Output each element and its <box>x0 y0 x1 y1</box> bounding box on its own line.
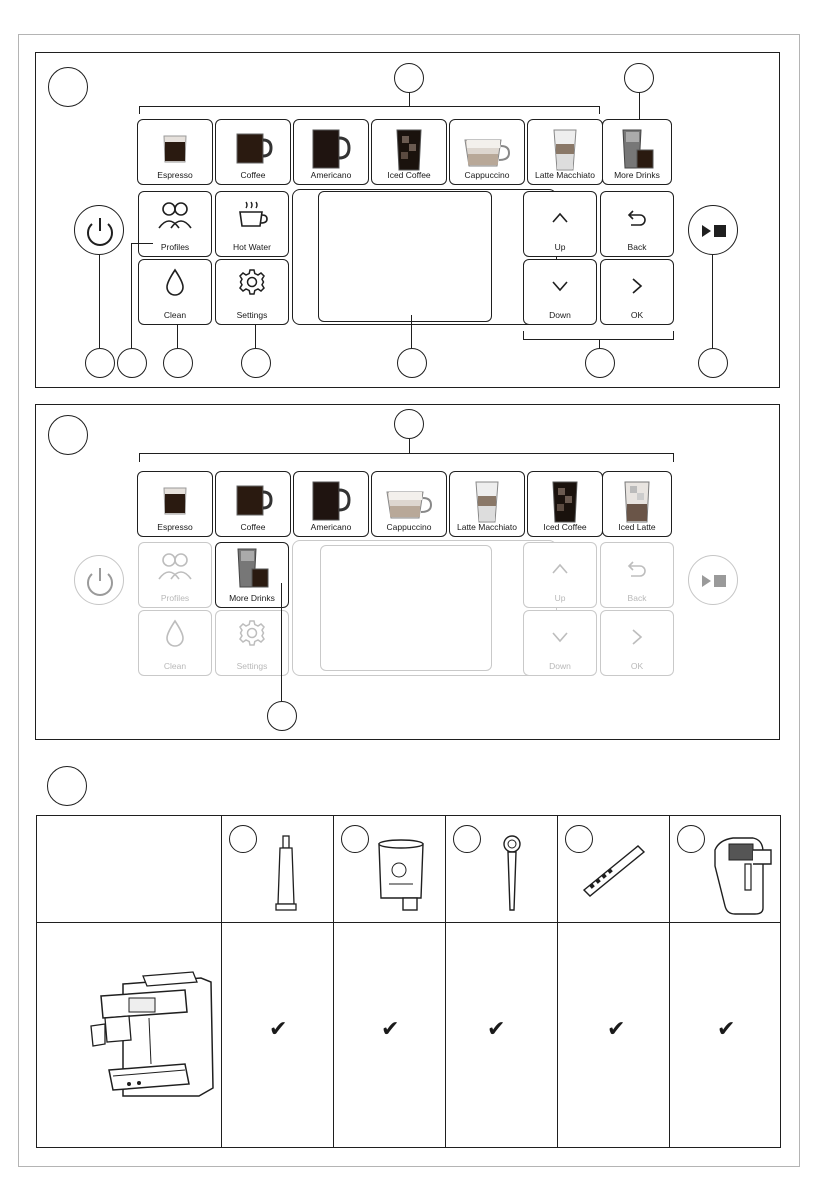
up-label: Up <box>554 242 566 252</box>
back-arrow-icon <box>626 559 648 581</box>
power-button-b[interactable] <box>74 555 124 605</box>
bracket-nav-left <box>523 331 524 340</box>
panel-b-callout-main <box>48 415 88 455</box>
ok-button[interactable] <box>600 259 674 325</box>
profiles-callout-line <box>131 243 132 348</box>
iced-coffee-icon <box>550 480 580 524</box>
col-divider-5 <box>669 816 670 1147</box>
settings-label: Settings <box>236 661 268 671</box>
iced-coffee-icon <box>394 128 424 172</box>
callout-more-drinks <box>624 63 654 93</box>
drink-button-cappuccino[interactable] <box>449 119 525 185</box>
drink-label-coffee: Coffee <box>240 522 266 532</box>
drink-button-americano[interactable] <box>293 119 369 185</box>
more-drinks-icon <box>617 128 657 172</box>
start-stop-button-b[interactable] <box>688 555 738 605</box>
drink-label-coffee: Coffee <box>240 170 266 180</box>
measuring-scoop-icon <box>497 832 527 916</box>
iced-latte-icon <box>622 480 652 524</box>
callout-accessory-3 <box>453 825 481 853</box>
more-drinks-callout-line <box>281 583 282 701</box>
clean-button[interactable] <box>138 259 212 325</box>
drink-button-iced-coffee-b[interactable] <box>527 471 603 537</box>
bracket-drinks-b-right <box>673 453 674 462</box>
callout-start-stop <box>698 348 728 378</box>
callout-accessory-1 <box>229 825 257 853</box>
callout-navigation <box>585 348 615 378</box>
display-callout-line <box>411 315 412 348</box>
more-drinks-stem <box>639 92 640 120</box>
back-button-b[interactable] <box>600 542 674 608</box>
display-screen <box>318 191 492 322</box>
lubricant-tube-icon <box>267 834 307 916</box>
drink-button-cappuccino-b[interactable] <box>371 471 447 537</box>
drink-button-espresso[interactable] <box>137 119 213 185</box>
callout-display <box>397 348 427 378</box>
power-icon <box>75 556 125 606</box>
drink-label-cappuccino: Cappuccino <box>386 522 432 532</box>
drink-label-espresso: Espresso <box>157 170 193 180</box>
row-divider <box>37 922 780 923</box>
accessories-callout-main <box>47 766 87 806</box>
coffee-icon <box>233 128 273 166</box>
milk-carafe-icon <box>705 830 777 916</box>
latte-macchiato-icon <box>551 128 579 172</box>
profiles-label: Profiles <box>160 593 190 603</box>
more-drinks-button[interactable] <box>602 119 672 185</box>
accessories-table <box>36 815 781 1148</box>
drink-label-iced-coffee: Iced Coffee <box>387 170 431 180</box>
drink-button-coffee-b[interactable] <box>215 471 291 537</box>
panel-a <box>35 52 780 388</box>
espresso-icon <box>160 480 190 518</box>
col-divider-2 <box>333 816 334 1147</box>
ok-label: OK <box>630 310 644 320</box>
profiles-callout-pointer <box>131 243 153 244</box>
profiles-button-b[interactable] <box>138 542 212 608</box>
chevron-right-icon <box>627 276 647 296</box>
check-mark-accessory-2: ✔ <box>381 1016 400 1041</box>
cappuccino-icon <box>383 488 435 522</box>
drink-button-iced-coffee[interactable] <box>371 119 447 185</box>
profiles-button[interactable] <box>138 191 212 257</box>
bracket-drinks-stem <box>409 92 410 106</box>
settings-button-b[interactable] <box>215 610 289 676</box>
clean-label: Clean <box>163 661 187 671</box>
drink-button-coffee[interactable] <box>215 119 291 185</box>
hot-water-icon <box>235 200 269 230</box>
more-drinks-label: More Drinks <box>229 593 275 603</box>
down-button-b[interactable] <box>523 610 597 676</box>
callout-accessory-2 <box>341 825 369 853</box>
profiles-icon <box>157 200 193 230</box>
check-mark-accessory-1: ✔ <box>269 1016 288 1041</box>
drink-label-iced-latte: Iced Latte <box>618 522 656 532</box>
hot-water-button[interactable] <box>215 191 289 257</box>
col-divider-1 <box>221 816 222 1147</box>
panel-b <box>35 404 780 740</box>
col-divider-4 <box>557 816 558 1147</box>
ok-label: OK <box>630 661 644 671</box>
chevron-right-icon <box>627 627 647 647</box>
gear-icon <box>238 268 266 296</box>
power-button[interactable] <box>74 205 124 255</box>
clean-label: Clean <box>163 310 187 320</box>
chevron-up-icon <box>550 559 570 579</box>
water-drop-icon <box>165 619 185 647</box>
drink-button-iced-latte-b[interactable] <box>602 471 672 537</box>
coffee-machine-illustration <box>89 966 219 1106</box>
settings-callout-line <box>255 325 256 348</box>
play-stop-icon <box>689 556 739 606</box>
back-label: Back <box>627 242 647 252</box>
latte-macchiato-icon <box>473 480 501 524</box>
start-stop-button[interactable] <box>688 205 738 255</box>
play-stop-icon <box>689 206 739 256</box>
check-mark-accessory-5: ✔ <box>717 1016 736 1041</box>
callout-more-drinks-b <box>267 701 297 731</box>
down-label: Down <box>549 310 571 320</box>
drink-label-latte-macchiato: Latte Macchiato <box>456 522 517 532</box>
drink-label-cappuccino: Cappuccino <box>464 170 510 180</box>
back-arrow-icon <box>626 208 648 230</box>
drink-button-latte-macchiato-b[interactable] <box>449 471 525 537</box>
up-button[interactable] <box>523 191 597 257</box>
hot-water-label: Hot Water <box>233 242 271 252</box>
more-drinks-button-b[interactable] <box>215 542 289 608</box>
bracket-drinks-b-stem <box>409 439 410 453</box>
ok-button-b[interactable] <box>600 610 674 676</box>
col-divider-3 <box>445 816 446 1147</box>
callout-accessory-5 <box>677 825 705 853</box>
drink-label-espresso: Espresso <box>157 522 193 532</box>
bracket-drinks-b-left <box>139 453 140 462</box>
check-mark-accessory-4: ✔ <box>607 1016 626 1041</box>
americano-icon <box>309 128 353 172</box>
settings-button[interactable] <box>215 259 289 325</box>
water-drop-icon <box>165 268 185 296</box>
up-button-b[interactable] <box>523 542 597 608</box>
start-stop-callout-line <box>712 255 713 348</box>
clean-callout-line <box>177 325 178 348</box>
back-button[interactable] <box>600 191 674 257</box>
water-filter-icon <box>373 838 429 916</box>
drink-label-americano: Americano <box>310 522 352 532</box>
callout-settings <box>241 348 271 378</box>
callout-profiles <box>117 348 147 378</box>
chevron-up-icon <box>550 208 570 228</box>
drink-button-espresso-b[interactable] <box>137 471 213 537</box>
power-callout-line <box>99 255 100 348</box>
callout-power <box>85 348 115 378</box>
drink-button-latte-macchiato[interactable] <box>527 119 603 185</box>
down-label: Down <box>549 661 571 671</box>
profiles-label: Profiles <box>160 242 190 252</box>
more-drinks-icon <box>232 547 272 591</box>
callout-drink-buttons-b <box>394 409 424 439</box>
settings-label: Settings <box>236 310 268 320</box>
bracket-drinks-b <box>139 453 674 454</box>
bracket-drinks-left <box>139 106 140 114</box>
drink-label-americano: Americano <box>310 170 352 180</box>
bracket-drinks-right <box>599 106 600 114</box>
drink-label-iced-coffee: Iced Coffee <box>543 522 587 532</box>
display-screen-b <box>320 545 492 671</box>
cappuccino-icon <box>461 136 513 170</box>
clean-button-b[interactable] <box>138 610 212 676</box>
drink-label-latte-macchiato: Latte Macchiato <box>534 170 595 180</box>
up-label: Up <box>554 593 566 603</box>
espresso-icon <box>160 128 190 166</box>
chevron-down-icon <box>550 627 570 647</box>
down-button[interactable] <box>523 259 597 325</box>
drink-button-americano-b[interactable] <box>293 471 369 537</box>
gear-icon <box>238 619 266 647</box>
bracket-drinks <box>139 106 600 107</box>
test-strip-icon <box>582 840 648 902</box>
profiles-icon <box>157 551 193 581</box>
bracket-nav-right <box>673 331 674 340</box>
callout-clean <box>163 348 193 378</box>
americano-icon <box>309 480 353 524</box>
callout-drink-buttons <box>394 63 424 93</box>
drink-label-more-drinks: More Drinks <box>614 170 660 180</box>
panel-a-callout-main <box>48 67 88 107</box>
check-mark-accessory-3: ✔ <box>487 1016 506 1041</box>
coffee-icon <box>233 480 273 518</box>
back-label: Back <box>627 593 647 603</box>
chevron-down-icon <box>550 276 570 296</box>
power-icon <box>75 206 125 256</box>
